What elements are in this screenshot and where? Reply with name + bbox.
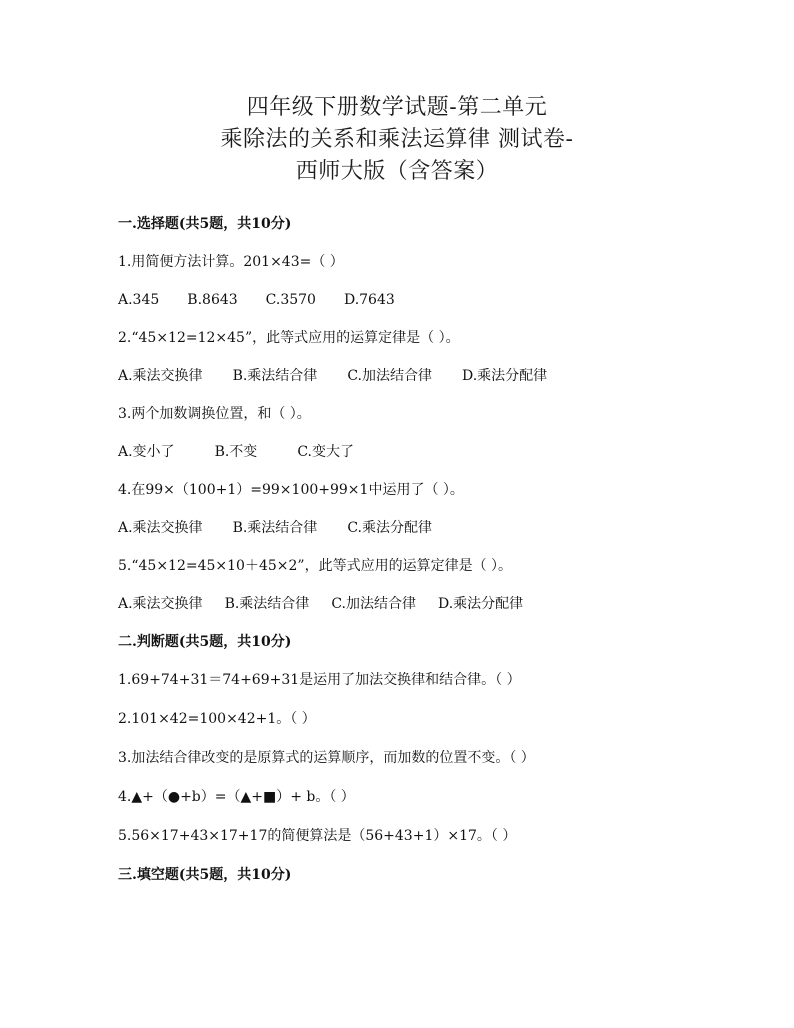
- option-b: B.8643: [187, 292, 238, 308]
- question-text: 5.56×17+43×17+17的简便算法是（56+43+1）×17。（ ）: [118, 828, 517, 844]
- section-heading: 二.判断题(共5题，共10分): [118, 634, 292, 650]
- section-multiple-choice: [118, 214, 698, 614]
- option-b: B.不变: [214, 444, 258, 460]
- question-text: 2.101×42=100×42+1。（ ）: [118, 711, 316, 727]
- document-title: [0, 92, 794, 188]
- question-options: [118, 594, 698, 614]
- title-line-1: 四年级下册数学试题-第二单元: [246, 95, 548, 120]
- question-text: 1.用简便方法计算。201×43=（ ）: [118, 254, 344, 270]
- document-body: [118, 214, 698, 903]
- section-true-false: [118, 632, 698, 846]
- question-options: [118, 290, 698, 310]
- option-c: C.加法结合律: [347, 368, 432, 384]
- question-text: 1.69+74+31＝74+69+31是运用了加法交换律和结合律。（ ）: [118, 672, 521, 688]
- title-line-2: 乘除法的关系和乘法运算律 测试卷-: [220, 127, 574, 152]
- question-text: 5.“45×12=45×10＋45×2”，此等式应用的运算定律是（ ）。: [118, 558, 513, 574]
- option-a: A.变小了: [118, 444, 175, 460]
- section-heading: 三.填空题(共5题，共10分): [118, 867, 292, 883]
- question-text: 4.在99×（100+1）=99×100+99×1中运用了（ ）。: [118, 482, 464, 498]
- question-options: [118, 366, 698, 386]
- option-a: A.乘法交换律: [118, 520, 203, 536]
- option-d: D.乘法分配律: [461, 368, 548, 384]
- option-c: C.乘法分配律: [347, 520, 432, 536]
- title-line-3: 西师大版（含答案）: [295, 159, 499, 184]
- option-a: A.乘法交换律: [118, 368, 203, 384]
- option-c: C.变大了: [297, 444, 354, 460]
- question-text: 3.两个加数调换位置，和（ ）。: [118, 406, 311, 422]
- question-options: [118, 518, 698, 538]
- option-c: C.加法结合律: [331, 596, 416, 612]
- question-options: [118, 442, 698, 462]
- question-text: 2.“45×12=12×45”，此等式应用的运算定律是（ ）。: [118, 330, 460, 346]
- question-text: 3.加法结合律改变的是原算式的运算顺序，而加数的位置不变。（ ）: [118, 750, 535, 766]
- option-b: B.乘法结合律: [224, 596, 310, 612]
- option-d: D.乘法分配律: [437, 596, 524, 612]
- option-c: C.3570: [265, 292, 316, 308]
- option-a: A.乘法交换律: [118, 596, 203, 612]
- section-heading: 一.选择题(共5题，共10分): [118, 216, 292, 232]
- option-b: B.乘法结合律: [232, 368, 318, 384]
- option-b: B.乘法结合律: [232, 520, 318, 536]
- section-fill-in-blank: [118, 865, 698, 885]
- question-text: 4.▲+（●+b）=（▲+■）+ b。（ ）: [118, 789, 355, 805]
- option-a: A.345: [118, 292, 160, 308]
- option-d: D.7643: [343, 292, 395, 308]
